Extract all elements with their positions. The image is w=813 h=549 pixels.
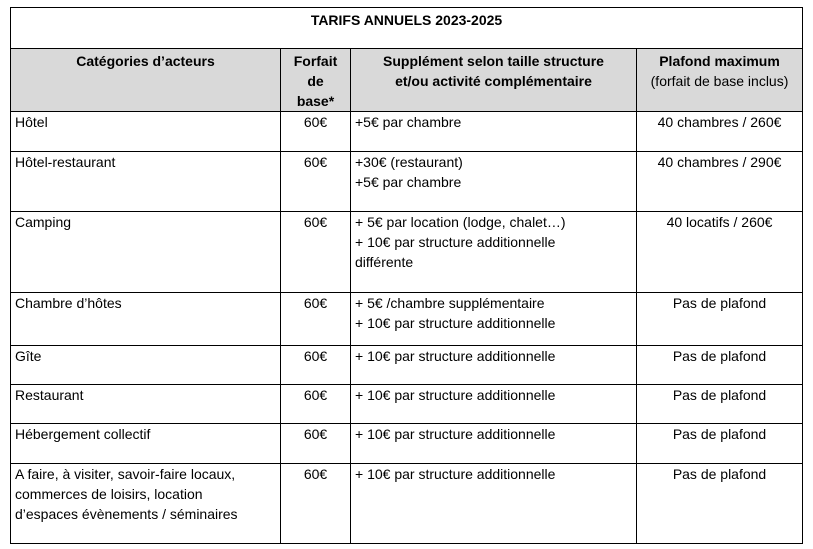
- table-row: [11, 293, 803, 346]
- base-cell: 60€: [281, 112, 351, 152]
- supplement-text: + 10€ par structure additionnelle: [355, 234, 556, 250]
- table-row: [11, 152, 803, 212]
- supplement-text: + 5€ /chambre supplémentaire: [355, 295, 545, 311]
- category-text: Hôtel: [15, 114, 48, 130]
- supplement-cell: [351, 293, 637, 346]
- category-text: Camping: [15, 214, 72, 230]
- tariffs-table: [10, 7, 803, 544]
- header-base: [281, 49, 351, 112]
- base-cell: 60€: [281, 293, 351, 346]
- category-text: commerces de loisirs, location: [15, 486, 203, 502]
- base-cell: 60€: [281, 385, 351, 424]
- category-cell: [11, 385, 281, 424]
- table-row: [11, 385, 803, 424]
- supplement-text: + 10€ par structure additionnelle: [355, 348, 556, 364]
- category-text: A faire, à visiter, savoir-faire locaux,: [15, 466, 236, 482]
- base-cell: 60€: [281, 346, 351, 385]
- table-row: [11, 212, 803, 293]
- supplement-cell: [351, 212, 637, 293]
- header-base-line2: base*: [296, 93, 335, 109]
- header-category-label: Catégories d’acteurs: [76, 53, 215, 69]
- supplement-cell: [351, 424, 637, 464]
- category-cell: [11, 464, 281, 544]
- cap-cell: Pas de plafond: [637, 293, 803, 346]
- header-cap-line1: Plafond maximum: [659, 53, 780, 69]
- supplement-cell: [351, 152, 637, 212]
- base-cell: 60€: [281, 424, 351, 464]
- header-row: [11, 49, 803, 112]
- header-category: [11, 49, 281, 112]
- cap-cell: 40 chambres / 260€: [637, 112, 803, 152]
- header-base-line1: Forfait de: [293, 53, 338, 89]
- supplement-text: différente: [355, 254, 414, 270]
- header-cap-line2: (forfait de base inclus): [650, 73, 789, 89]
- category-text: Restaurant: [15, 387, 84, 403]
- category-text: d’espaces évènements / séminaires: [15, 506, 238, 522]
- category-cell: [11, 112, 281, 152]
- cap-cell: Pas de plafond: [637, 464, 803, 544]
- base-cell: 60€: [281, 464, 351, 544]
- table-row: [11, 346, 803, 385]
- table-row: [11, 112, 803, 152]
- table-title: TARIFS ANNUELS 2023-2025: [11, 8, 803, 49]
- cap-cell: 40 locatifs / 260€: [637, 212, 803, 293]
- supplement-text: + 10€ par structure additionnelle: [355, 466, 556, 482]
- category-text: Gîte: [15, 348, 42, 364]
- category-cell: [11, 152, 281, 212]
- cap-cell: Pas de plafond: [637, 346, 803, 385]
- supplement-text: +30€ (restaurant): [355, 154, 463, 170]
- category-cell: [11, 293, 281, 346]
- supplement-text: + 10€ par structure additionnelle: [355, 426, 556, 442]
- base-cell: 60€: [281, 212, 351, 293]
- supplement-text: + 10€ par structure additionnelle: [355, 315, 556, 331]
- category-cell: [11, 424, 281, 464]
- category-cell: [11, 212, 281, 293]
- supplement-cell: [351, 346, 637, 385]
- category-text: Hébergement collectif: [15, 426, 151, 442]
- category-text: Chambre d’hôtes: [15, 295, 122, 311]
- title-row: [11, 8, 803, 49]
- header-supplement-line2: et/ou activité complémentaire: [395, 73, 592, 89]
- table-row: [11, 464, 803, 544]
- supplement-cell: [351, 464, 637, 544]
- cap-cell: Pas de plafond: [637, 385, 803, 424]
- supplement-cell: [351, 112, 637, 152]
- category-cell: [11, 346, 281, 385]
- supplement-text: +5€ par chambre: [355, 114, 462, 130]
- header-supplement: [351, 49, 637, 112]
- supplement-text: + 5€ par location (lodge, chalet…): [355, 214, 566, 230]
- base-cell: 60€: [281, 152, 351, 212]
- supplement-text: + 10€ par structure additionnelle: [355, 387, 556, 403]
- supplement-text: +5€ par chambre: [355, 174, 462, 190]
- cap-cell: Pas de plafond: [637, 424, 803, 464]
- supplement-cell: [351, 385, 637, 424]
- header-cap: [637, 49, 803, 112]
- cap-cell: 40 chambres / 290€: [637, 152, 803, 212]
- category-text: Hôtel-restaurant: [15, 154, 116, 170]
- header-supplement-line1: Supplément selon taille structure: [383, 53, 604, 69]
- table-row: [11, 424, 803, 464]
